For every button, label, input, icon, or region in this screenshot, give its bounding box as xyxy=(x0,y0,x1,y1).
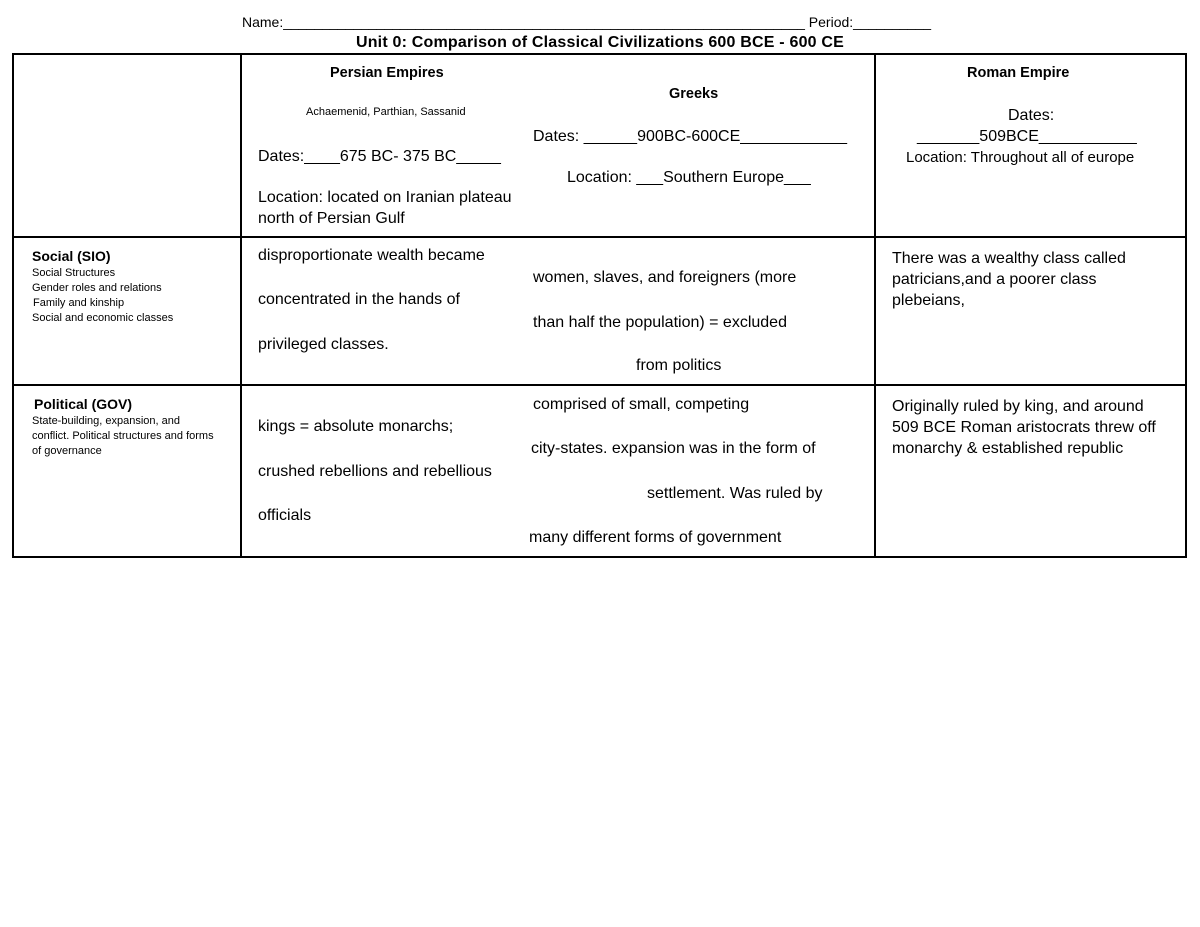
greeks-location: Location: ___Southern Europe___ xyxy=(567,169,811,186)
social-sub-4: Social and economic classes xyxy=(32,312,174,324)
political-greek-line2: city-states. expansion was in the form of xyxy=(531,440,816,457)
roman-dates-value: _______509BCE___________ xyxy=(917,128,1137,145)
social-persian-line1: disproportionate wealth became xyxy=(258,247,485,264)
persian-location-line1: Location: located on Iranian plateau xyxy=(258,189,512,206)
persian-dates: Dates:____675 BC- 375 BC_____ xyxy=(258,148,501,165)
social-label-cell xyxy=(13,237,241,385)
roman-header-cell xyxy=(875,54,1186,237)
social-sub-1: Social Structures xyxy=(32,267,116,279)
social-roman-text: There was a wealthy class called patricians,and a poorer class plebeians, xyxy=(892,250,1126,309)
social-sub-2: Gender roles and relations xyxy=(32,282,162,294)
persian-subtitle: Achaemenid, Parthian, Sassanid xyxy=(306,106,466,118)
social-label: Social (SIO) xyxy=(32,248,111,264)
persian-greek-header-cell xyxy=(241,54,875,237)
roman-dates-label: Dates: xyxy=(1008,107,1055,124)
political-roman-text: Originally ruled by king, and around 509 BCE Roman aristocrats threw off monarchy & established republic xyxy=(892,398,1156,457)
political-sub: State-building, expansion, and conflict. Political structures and forms of governance xyxy=(32,415,214,457)
name-period-line: Name:___________________________________________________________________ Period:__________ xyxy=(242,14,932,30)
political-label: Political (GOV) xyxy=(34,396,133,412)
social-persian-line2: concentrated in the hands of xyxy=(258,291,460,308)
social-greek-line3: from politics xyxy=(636,357,722,374)
political-persian-line1: kings = absolute monarchs; xyxy=(258,418,454,435)
political-greek-line3: settlement. Was ruled by xyxy=(647,485,823,502)
social-roman-cell xyxy=(875,237,1186,385)
political-greek-line4: many different forms of government xyxy=(529,529,782,546)
political-persian-greek-cell xyxy=(241,385,875,557)
greeks-title: Greeks xyxy=(669,86,719,102)
table-header-row xyxy=(13,54,1186,237)
social-persian-line3: privileged classes. xyxy=(258,336,389,353)
political-label-cell xyxy=(13,385,241,557)
page-title: Unit 0: Comparison of Classical Civilizations 600 BCE - 600 CE xyxy=(355,34,845,51)
persian-location-line2: north of Persian Gulf xyxy=(258,210,405,227)
social-persian-greek-cell xyxy=(241,237,875,385)
social-greek-line1: women, slaves, and foreigners (more xyxy=(533,269,797,286)
roman-title: Roman Empire xyxy=(967,65,1070,81)
social-row-label xyxy=(32,248,173,326)
corner-cell xyxy=(13,54,241,237)
roman-location: Location: Throughout all of europe xyxy=(906,149,1135,166)
political-row-label xyxy=(32,396,217,459)
political-persian-line2: crushed rebellions and rebellious xyxy=(258,463,492,480)
political-greek-line1: comprised of small, competing xyxy=(533,396,750,413)
comparison-table xyxy=(12,53,1187,558)
political-persian-line3: officials xyxy=(258,507,312,524)
political-row xyxy=(13,385,1186,557)
social-greek-line2: than half the population) = excluded xyxy=(533,314,787,331)
political-roman-cell xyxy=(875,385,1186,557)
social-sub-3: Family and kinship xyxy=(33,297,125,309)
social-row xyxy=(13,237,1186,385)
persian-title: Persian Empires xyxy=(330,65,444,81)
greeks-dates: Dates: ______900BC-600CE____________ xyxy=(533,128,848,145)
